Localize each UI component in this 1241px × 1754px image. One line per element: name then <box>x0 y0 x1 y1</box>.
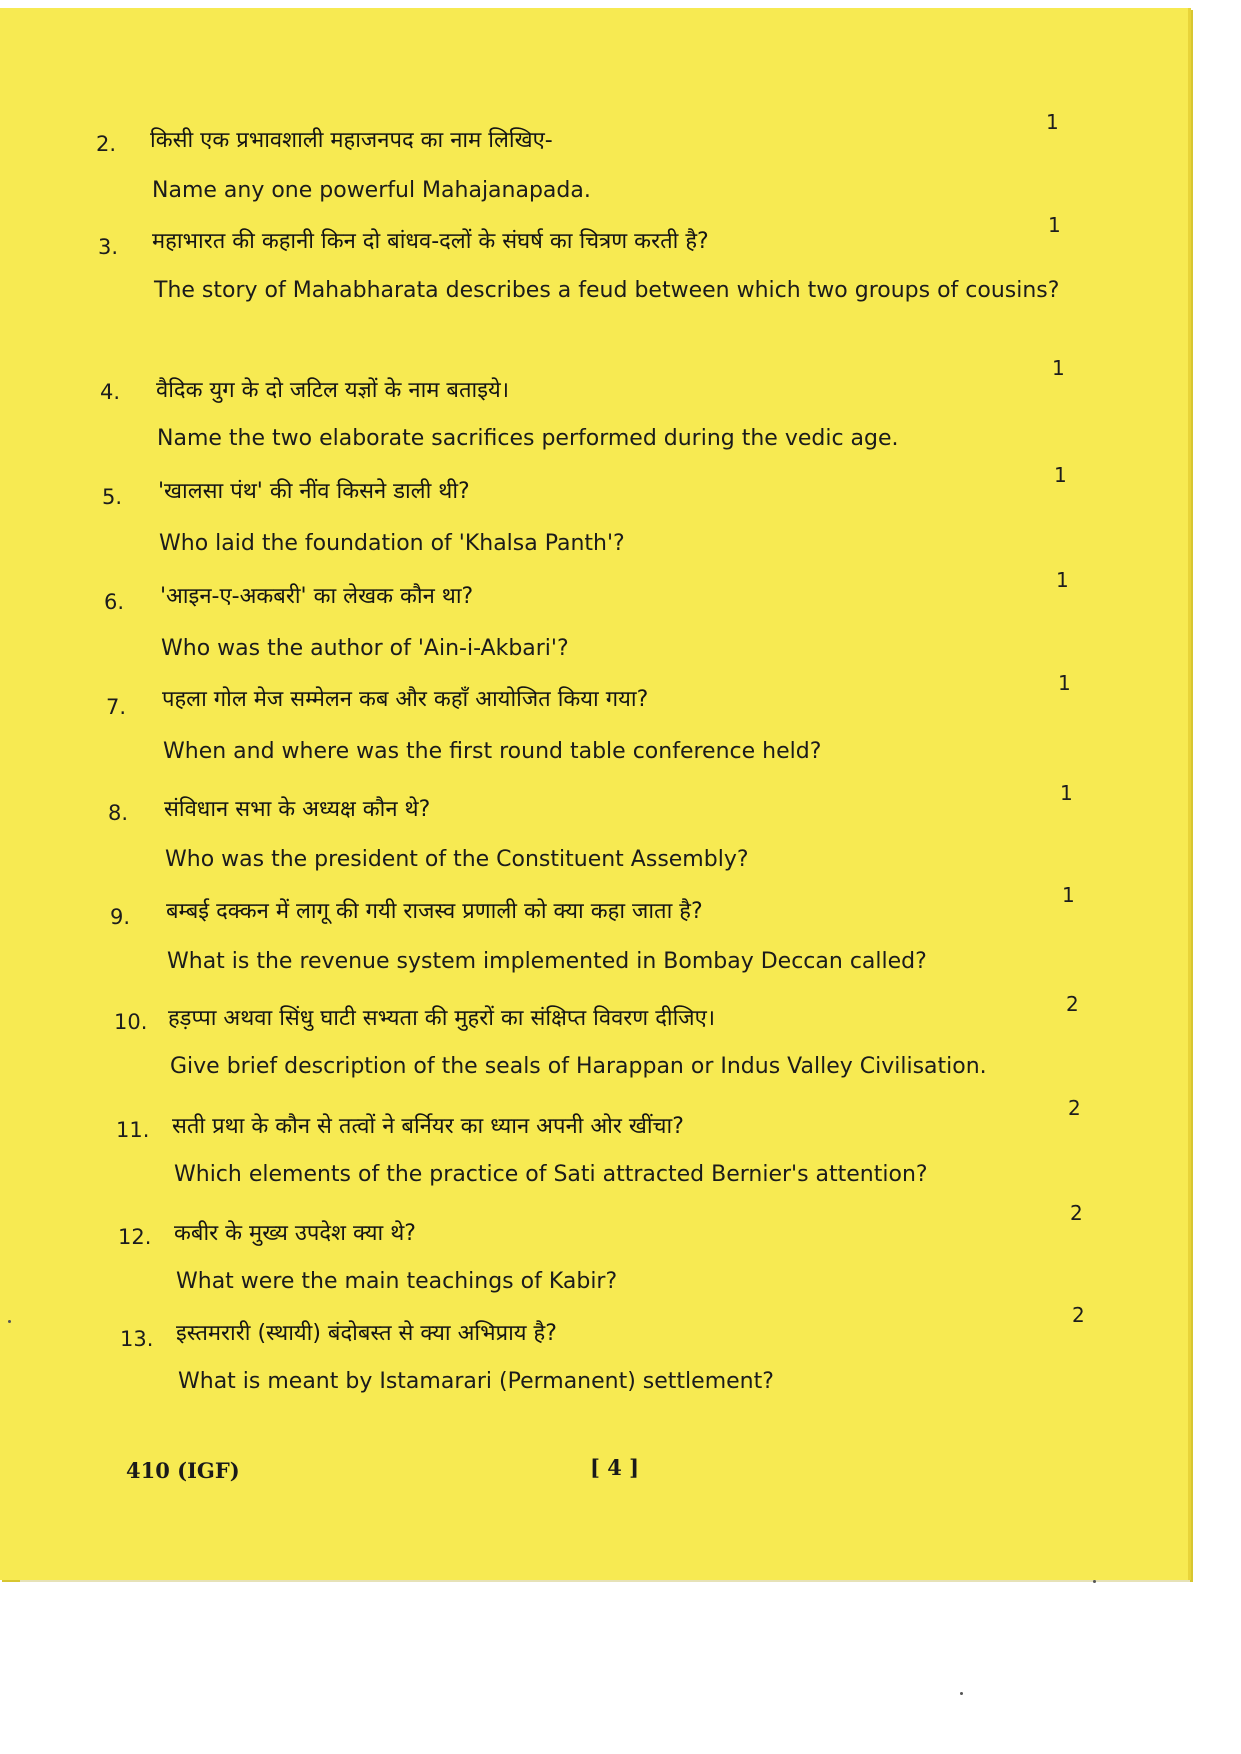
question-text-english: Give brief description of the seals of Harappan or Indus Valley Civilisation. <box>170 1054 987 1079</box>
question-text-english: Name any one powerful Mahajanapada. <box>152 178 591 203</box>
question-number: 10. <box>114 1010 148 1034</box>
question-number: 7. <box>106 695 127 719</box>
question-text-hindi: 'खालसा पंथ' की नींव किसने डाली थी? <box>158 479 470 504</box>
question-text-english: Who laid the foundation of 'Khalsa Panth'? <box>159 531 625 556</box>
question-5 <box>0 463 1188 573</box>
question-text-hindi: 'आइन-ए-अकबरी' का लेखक कौन था? <box>160 584 474 609</box>
question-number: 12. <box>118 1225 152 1249</box>
exam-page <box>0 8 1191 1580</box>
question-text-english: What is the revenue system implemented in Bombay Deccan called? <box>167 949 927 974</box>
paper-code: 410 (IGF) <box>126 1458 240 1483</box>
question-number: 5. <box>102 485 123 509</box>
question-9 <box>0 883 1188 993</box>
question-text-hindi: सती प्रथा के कौन से तत्वों ने बर्नियर का ध्यान अपनी ओर खींचा? <box>172 1114 684 1139</box>
question-7 <box>0 671 1188 783</box>
question-text-english: When and where was the first round table conference held? <box>163 739 822 764</box>
question-text-english: Name the two elaborate sacrifices performed during the vedic age. <box>157 426 899 451</box>
question-marks: 1 <box>1062 883 1075 907</box>
question-text-english: Who was the author of 'Ain-i-Akbari'? <box>161 636 569 661</box>
question-number: 2. <box>96 132 117 156</box>
question-text-hindi: बम्बई दक्कन में लागू की गयी राजस्व प्रणाली को क्या कहा जाता है? <box>166 899 703 924</box>
question-text-hindi: इस्तमरारी (स्थायी) बंदोबस्त से क्या अभिप्राय है? <box>176 1321 557 1346</box>
question-marks: 1 <box>1056 568 1069 592</box>
question-number: 9. <box>110 905 131 929</box>
question-marks: 1 <box>1048 213 1061 237</box>
page-number: [ 4 ] <box>590 1455 640 1480</box>
question-2 <box>0 110 1188 210</box>
question-text-english: Which elements of the practice of Sati attracted Bernier's attention? <box>174 1162 928 1187</box>
question-text-hindi: वैदिक युग के दो जटिल यज्ञों के नाम बताइये। <box>156 378 510 403</box>
question-marks: 1 <box>1058 671 1071 695</box>
question-8 <box>0 781 1188 893</box>
paper-edge <box>20 1580 1190 1582</box>
question-marks: 1 <box>1054 463 1067 487</box>
question-text-hindi: महाभारत की कहानी किन दो बांधव-दलों के संघर्ष का चित्रण करती है? <box>152 229 709 254</box>
question-marks: 2 <box>1070 1201 1083 1225</box>
question-text-hindi: किसी एक प्रभावशाली महाजनपद का नाम लिखिए- <box>150 128 553 153</box>
question-text-hindi: हड़प्पा अथवा सिंधु घाटी सभ्यता की मुहरों का संक्षिप्त विवरण दीजिए। <box>168 1006 716 1031</box>
question-text-english: Who was the president of the Constituent Assembly? <box>165 847 749 872</box>
question-11 <box>0 1096 1188 1206</box>
question-text-hindi: कबीर के मुख्य उपदेश क्या थे? <box>174 1221 416 1246</box>
question-number: 3. <box>98 235 119 259</box>
question-marks: 1 <box>1046 110 1059 134</box>
question-number: 11. <box>116 1118 150 1142</box>
question-marks: 2 <box>1068 1096 1081 1120</box>
question-marks: 1 <box>1052 356 1065 380</box>
question-3 <box>0 213 1188 313</box>
question-10 <box>0 992 1188 1098</box>
question-4 <box>0 356 1188 468</box>
question-number: 13. <box>120 1327 154 1351</box>
question-text-hindi: संविधान सभा के अध्यक्ष कौन थे? <box>164 797 431 822</box>
question-marks: 1 <box>1060 781 1073 805</box>
question-6 <box>0 568 1188 678</box>
question-number: 8. <box>108 801 129 825</box>
question-12 <box>0 1201 1188 1313</box>
question-number: 4. <box>100 380 121 404</box>
question-text-english: What were the main teachings of Kabir? <box>176 1269 618 1294</box>
question-text-english: What is meant by Istamarari (Permanent) settlement? <box>178 1369 774 1394</box>
scan-speck <box>960 1692 963 1695</box>
question-text-hindi: पहला गोल मेज सम्मेलन कब और कहाँ आयोजित किया गया? <box>162 687 649 712</box>
question-number: 6. <box>104 590 125 614</box>
question-text-english: The story of Mahabharata describes a feud between which two groups of cousins? <box>154 278 1060 303</box>
question-marks: 2 <box>1072 1303 1085 1327</box>
scan-speck <box>8 1320 11 1323</box>
question-13 <box>0 1303 1188 1415</box>
question-marks: 2 <box>1066 992 1079 1016</box>
scan-speck <box>1093 1580 1096 1583</box>
